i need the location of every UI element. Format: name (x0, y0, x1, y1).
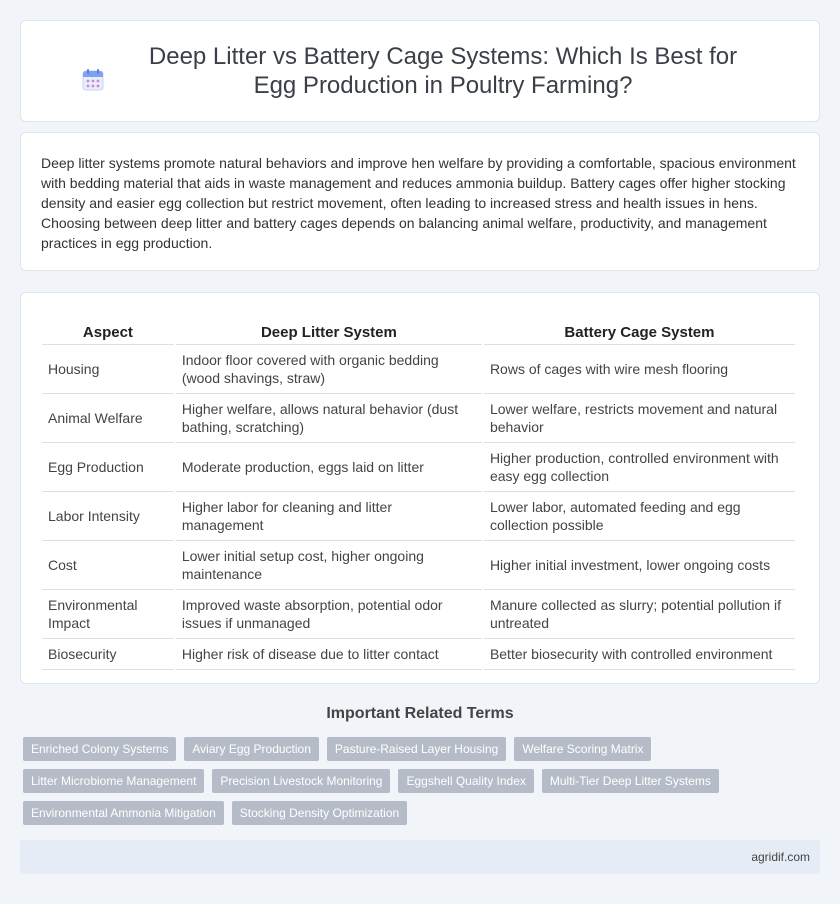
related-term-tag[interactable]: Aviary Egg Production (184, 737, 319, 761)
related-term-tag[interactable]: Welfare Scoring Matrix (514, 737, 651, 761)
table-row (42, 590, 795, 639)
summary-text: Deep litter systems promote natural behaviors and improve hen welfare by providing a comfortable, spacious environment with bedding material that aids in waste management and reduces ammonia buildup. Battery cages offer higher stocking density and easier egg collection but restrict movement, often leading to increased stress and health issues in hens. Choosing between deep litter and battery cages depends on balancing animal welfare, productivity, and management practices in egg production. (41, 155, 796, 251)
page-title: Deep Litter vs Battery Cage Systems: Which Is Best for Egg Production in Poultry Farming? (148, 43, 738, 99)
table-header-row (42, 313, 795, 345)
cell-battery-cage: Higher initial investment, lower ongoing costs (484, 541, 795, 590)
summary-card (20, 132, 820, 271)
comparison-table-card (20, 292, 820, 684)
cell-aspect: Animal Welfare (42, 394, 174, 443)
title-wrap (21, 42, 819, 100)
cell-deep-litter: Higher risk of disease due to litter contact (176, 639, 482, 670)
table-row (42, 541, 795, 590)
cell-battery-cage: Rows of cages with wire mesh flooring (484, 345, 795, 394)
cell-deep-litter: Higher welfare, allows natural behavior (dust bathing, scratching) (176, 394, 482, 443)
table-row (42, 492, 795, 541)
related-term-tag[interactable]: Environmental Ammonia Mitigation (23, 801, 224, 825)
table-row (42, 443, 795, 492)
header-deep-litter: Deep Litter System (176, 313, 482, 345)
related-term-tag[interactable]: Pasture-Raised Layer Housing (327, 737, 506, 761)
related-term-tag[interactable]: Multi-Tier Deep Litter Systems (542, 769, 719, 793)
cell-deep-litter: Lower initial setup cost, higher ongoing maintenance (176, 541, 482, 590)
cell-aspect: Environmental Impact (42, 590, 174, 639)
cell-aspect: Egg Production (42, 443, 174, 492)
cell-battery-cage: Lower labor, automated feeding and egg collection possible (484, 492, 795, 541)
header-battery-cage: Battery Cage System (484, 313, 795, 345)
header-aspect: Aspect (42, 313, 174, 345)
cell-deep-litter: Indoor floor covered with organic bedding (wood shavings, straw) (176, 345, 482, 394)
calendar-icon (81, 68, 105, 92)
cell-deep-litter: Improved waste absorption, potential odor issues if unmanaged (176, 590, 482, 639)
related-term-tag[interactable]: Eggshell Quality Index (398, 769, 533, 793)
title-card (20, 20, 820, 122)
cell-aspect: Biosecurity (42, 639, 174, 670)
cell-aspect: Cost (42, 541, 174, 590)
footer-site-link[interactable]: agridif.com (751, 850, 810, 864)
table-row (42, 394, 795, 443)
related-term-tag[interactable]: Enriched Colony Systems (23, 737, 176, 761)
related-term-tag[interactable]: Litter Microbiome Management (23, 769, 204, 793)
cell-deep-litter: Moderate production, eggs laid on litter (176, 443, 482, 492)
related-terms-heading: Important Related Terms (326, 705, 514, 722)
comparison-table (40, 313, 797, 670)
related-terms-list (23, 737, 823, 825)
cell-aspect: Housing (42, 345, 174, 394)
table-row (42, 639, 795, 670)
related-term-tag[interactable]: Stocking Density Optimization (232, 801, 407, 825)
cell-battery-cage: Better biosecurity with controlled environment (484, 639, 795, 670)
cell-battery-cage: Higher production, controlled environment with easy egg collection (484, 443, 795, 492)
table-row (42, 345, 795, 394)
related-term-tag[interactable]: Precision Livestock Monitoring (212, 769, 390, 793)
cell-battery-cage: Lower welfare, restricts movement and natural behavior (484, 394, 795, 443)
cell-deep-litter: Higher labor for cleaning and litter management (176, 492, 482, 541)
cell-aspect: Labor Intensity (42, 492, 174, 541)
footer (20, 840, 820, 874)
cell-battery-cage: Manure collected as slurry; potential pollution if untreated (484, 590, 795, 639)
